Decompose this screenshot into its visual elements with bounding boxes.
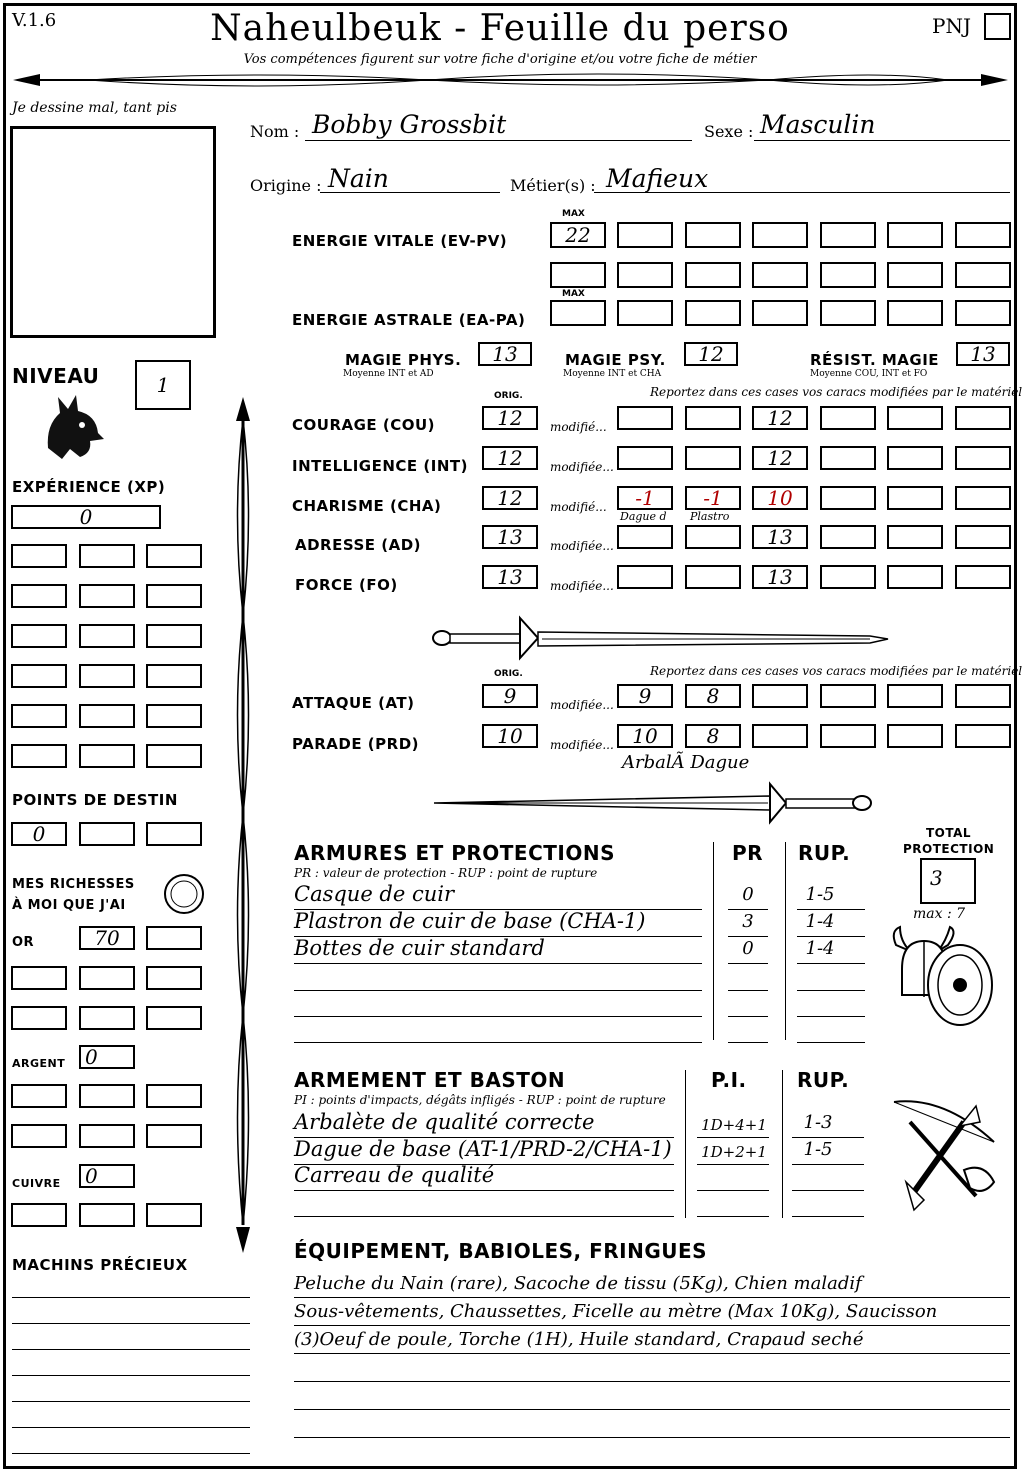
ev-box[interactable] xyxy=(820,262,876,288)
cha-mod-box[interactable] xyxy=(887,486,943,510)
spear-divider-icon xyxy=(8,68,1013,98)
magie-psy-label: MAGIE PSY. xyxy=(565,351,666,369)
ad-mod-label: modifiée... xyxy=(550,539,614,553)
magie-psy-sub: Moyenne INT et CHA xyxy=(563,369,662,379)
ev-max-label: MAX xyxy=(562,209,585,219)
ad-mod-box[interactable] xyxy=(887,525,943,549)
or-box[interactable] xyxy=(146,926,202,950)
arme-item-name[interactable]: Dague de base (AT-1/PRD-2/CHA-1) xyxy=(294,1137,672,1161)
ad-orig-box[interactable]: 13 xyxy=(482,525,538,549)
cou-mod-box[interactable] xyxy=(617,406,673,430)
armure-item-name[interactable]: Bottes de cuir standard xyxy=(294,936,545,960)
origine-label: Origine : xyxy=(250,176,322,195)
armure-item-rup[interactable]: 1-4 xyxy=(805,938,835,959)
argent-box[interactable] xyxy=(11,1084,67,1108)
rup-col-label: RUP. xyxy=(798,841,851,865)
xp-cell[interactable] xyxy=(146,584,202,608)
ev-label: ENERGIE VITALE (EV-PV) xyxy=(292,232,508,250)
cou-mod-box[interactable] xyxy=(820,406,876,430)
destin-box[interactable]: 0 xyxy=(11,822,67,846)
ad-mod-box[interactable] xyxy=(955,525,1011,549)
prd-orig-box[interactable]: 10 xyxy=(482,724,538,748)
cha-mod-box[interactable]: 10 xyxy=(752,486,808,510)
argent-box[interactable] xyxy=(79,1084,135,1108)
ev-max-box[interactable]: 22 xyxy=(550,222,606,248)
fo-mod-label: modifiée... xyxy=(550,579,614,593)
cha-note-plastro: Plastro xyxy=(690,510,730,523)
fo-mod-box[interactable] xyxy=(617,565,673,589)
cou-mod-label: modifié... xyxy=(550,420,607,434)
fo-orig-box[interactable]: 13 xyxy=(482,565,538,589)
ad-label: ADRESSE (AD) xyxy=(295,536,422,554)
argent-box[interactable]: 0 xyxy=(79,1045,135,1069)
cuivre-box[interactable]: 0 xyxy=(79,1164,135,1188)
arme-item-pi[interactable]: 1D+4+1 xyxy=(701,1116,767,1134)
ev-box[interactable] xyxy=(955,222,1011,248)
xp-cell[interactable] xyxy=(11,544,67,568)
ea-box[interactable] xyxy=(887,300,943,326)
ev-box[interactable] xyxy=(752,262,808,288)
machins-line[interactable] xyxy=(12,1453,250,1454)
fo-mod-box[interactable]: 13 xyxy=(752,565,808,589)
armure-item-name[interactable]: Casque de cuir xyxy=(294,882,455,906)
armure-item-name[interactable]: Plastron de cuir de base (CHA-1) xyxy=(294,909,646,933)
at-mod-box[interactable] xyxy=(955,684,1011,708)
combat-report-note: Reportez dans ces cases vos caracs modifiées par le matériel xyxy=(650,664,1023,678)
xp-cell[interactable] xyxy=(79,704,135,728)
xp-cell[interactable] xyxy=(146,624,202,648)
armement-title: ARMEMENT ET BASTON xyxy=(294,1068,566,1092)
arme-empty-line[interactable] xyxy=(294,1216,674,1217)
sword-icon xyxy=(430,612,890,662)
machins-line[interactable] xyxy=(12,1323,250,1324)
or-box[interactable] xyxy=(146,1006,202,1030)
cha-mod-box[interactable]: -1 xyxy=(685,486,741,510)
prd-mod-box[interactable]: 8 xyxy=(685,724,741,748)
version-label: V.1.6 xyxy=(12,10,57,31)
machins-line[interactable] xyxy=(12,1401,250,1402)
cou-mod-box[interactable] xyxy=(955,406,1011,430)
ev-box[interactable] xyxy=(617,222,673,248)
equipement-empty-line[interactable] xyxy=(294,1381,1010,1382)
cha-mod-box[interactable] xyxy=(955,486,1011,510)
armure-item-rup[interactable]: 1-5 xyxy=(805,884,835,905)
at-mod-box[interactable] xyxy=(752,684,808,708)
argent-box[interactable] xyxy=(11,1124,67,1148)
ea-box[interactable] xyxy=(617,300,673,326)
fo-mod-box[interactable] xyxy=(685,565,741,589)
cha-mod-box[interactable] xyxy=(820,486,876,510)
xp-cell[interactable] xyxy=(79,664,135,688)
pnj-checkbox[interactable] xyxy=(984,13,1011,40)
metier-label: Métier(s) : xyxy=(510,176,596,195)
armure-item-pr[interactable]: 3 xyxy=(742,911,754,932)
coin-icon xyxy=(162,872,206,916)
xp-box[interactable]: 0 xyxy=(11,505,161,529)
ea-max-label: MAX xyxy=(562,289,585,299)
destin-label: POINTS DE DESTIN xyxy=(12,791,178,809)
portrait-caption: Je dessine mal, tant pis xyxy=(12,100,177,116)
at-mod-box[interactable] xyxy=(820,684,876,708)
nom-field[interactable]: Bobby Grossbit xyxy=(312,110,507,139)
combat-orig-label: ORIG. xyxy=(494,669,523,679)
or-box[interactable] xyxy=(11,1006,67,1030)
cuivre-box[interactable] xyxy=(11,1203,67,1227)
armure-item-pr[interactable]: 0 xyxy=(742,938,754,959)
at-mod-box[interactable]: 8 xyxy=(685,684,741,708)
argent-box[interactable] xyxy=(146,1124,202,1148)
cha-note-dague: Dague d xyxy=(620,510,667,523)
cou-mod-box[interactable]: 12 xyxy=(752,406,808,430)
prd-mod-box[interactable] xyxy=(820,724,876,748)
ea-label: ENERGIE ASTRALE (EA-PA) xyxy=(292,311,526,329)
argent-box[interactable] xyxy=(79,1124,135,1148)
xp-label: EXPÉRIENCE (XP) xyxy=(12,478,166,496)
ev-box[interactable] xyxy=(550,262,606,288)
niveau-label: NIVEAU xyxy=(12,364,100,388)
magie-phys-box[interactable]: 13 xyxy=(478,342,532,366)
destin-box[interactable] xyxy=(146,822,202,846)
xp-cell[interactable] xyxy=(11,704,67,728)
cha-orig-box[interactable]: 12 xyxy=(482,486,538,510)
xp-cell[interactable] xyxy=(11,664,67,688)
or-box[interactable]: 70 xyxy=(79,926,135,950)
staff-divider-icon xyxy=(228,395,258,1255)
equipement-line[interactable]: Sous-vêtements, Chaussettes, Ficelle au mètre (Max 10Kg), Saucisson xyxy=(294,1301,938,1322)
total-label-2: PROTECTION xyxy=(903,842,995,856)
int-mod-box[interactable] xyxy=(820,446,876,470)
combat-note: ArbalÃ Dague xyxy=(622,752,750,773)
ev-box[interactable] xyxy=(887,222,943,248)
ev-box[interactable] xyxy=(752,222,808,248)
xp-cell[interactable] xyxy=(11,584,67,608)
metier-field[interactable]: Mafieux xyxy=(606,164,709,193)
magie-psy-box[interactable]: 12 xyxy=(684,342,738,366)
argent-box[interactable] xyxy=(146,1084,202,1108)
magie-phys-sub: Moyenne INT et AD xyxy=(343,369,434,379)
nom-label: Nom : xyxy=(250,122,300,141)
xp-cell[interactable] xyxy=(146,744,202,768)
prd-mod-box[interactable] xyxy=(955,724,1011,748)
at-orig-box[interactable]: 9 xyxy=(482,684,538,708)
pr-col-label: PR xyxy=(732,841,764,865)
prd-mod-box[interactable]: 10 xyxy=(617,724,673,748)
weapons-icon xyxy=(884,1092,1004,1216)
int-mod-box[interactable] xyxy=(685,446,741,470)
richesses-label-2: À MOI QUE J'AI xyxy=(12,898,126,913)
machins-line[interactable] xyxy=(12,1297,250,1298)
arme-item-rup[interactable]: 1-5 xyxy=(803,1139,833,1160)
cha-mod-box[interactable]: -1 xyxy=(617,486,673,510)
xp-cell[interactable] xyxy=(79,544,135,568)
int-mod-box[interactable] xyxy=(955,446,1011,470)
at-mod-box[interactable]: 9 xyxy=(617,684,673,708)
sexe-field[interactable]: Masculin xyxy=(760,110,876,139)
portrait-box[interactable] xyxy=(10,126,216,338)
arme-item-pi[interactable]: 1D+2+1 xyxy=(701,1143,767,1161)
or-box[interactable] xyxy=(146,966,202,990)
machins-line[interactable] xyxy=(12,1375,250,1376)
caracs-report-note: Reportez dans ces cases vos caracs modifiées par le matériel xyxy=(650,385,1023,399)
fo-mod-box[interactable] xyxy=(955,565,1011,589)
pnj-label: PNJ xyxy=(932,14,971,38)
xp-cell[interactable] xyxy=(79,624,135,648)
cha-label: CHARISME (CHA) xyxy=(292,497,442,515)
or-box[interactable] xyxy=(11,966,67,990)
armures-sub: PR : valeur de protection - RUP : point de rupture xyxy=(294,866,598,880)
sexe-label: Sexe : xyxy=(704,122,754,141)
niveau-box[interactable]: 1 xyxy=(135,360,191,410)
arme-item-name[interactable]: Carreau de qualité xyxy=(294,1163,495,1187)
ad-mod-box[interactable]: 13 xyxy=(752,525,808,549)
or-box[interactable] xyxy=(79,1006,135,1030)
armure-empty-line[interactable] xyxy=(294,1016,702,1017)
at-label: ATTAQUE (AT) xyxy=(292,694,415,712)
total-label: TOTAL xyxy=(926,826,972,840)
equipement-line[interactable]: (3)Oeuf de poule, Torche (1H), Huile standard, Crapaud seché xyxy=(294,1329,864,1350)
richesses-label: MES RICHESSES xyxy=(12,877,135,892)
cuivre-box[interactable] xyxy=(146,1203,202,1227)
ea-box[interactable] xyxy=(685,300,741,326)
cou-mod-box[interactable] xyxy=(887,406,943,430)
page-subtitle: Vos compétences figurent sur votre fiche d'origine et/ou votre fiche de métier xyxy=(243,52,757,67)
ad-mod-box[interactable] xyxy=(685,525,741,549)
arme-item-rup[interactable]: 1-3 xyxy=(803,1112,833,1133)
cou-mod-box[interactable] xyxy=(685,406,741,430)
helmet-shield-icon xyxy=(888,925,1000,1035)
machins-line[interactable] xyxy=(12,1427,250,1428)
ev-box[interactable] xyxy=(820,222,876,248)
page-title: Naheulbeuk - Feuille du perso xyxy=(210,8,790,49)
argent-label: ARGENT xyxy=(12,1057,66,1070)
fo-mod-box[interactable] xyxy=(887,565,943,589)
prd-mod-label: modifiée... xyxy=(550,738,614,752)
resist-magie-box[interactable]: 13 xyxy=(956,342,1010,366)
cuivre-label: CUIVRE xyxy=(12,1177,61,1190)
ad-mod-box[interactable] xyxy=(820,525,876,549)
pi-col-label: P.I. xyxy=(711,1068,747,1092)
int-orig-box[interactable]: 12 xyxy=(482,446,538,470)
xp-cell[interactable] xyxy=(79,584,135,608)
xp-cell[interactable] xyxy=(146,704,202,728)
xp-cell[interactable] xyxy=(146,544,202,568)
caracs-orig-label: ORIG. xyxy=(494,391,523,401)
armure-empty-line[interactable] xyxy=(294,990,702,991)
sword-icon xyxy=(430,778,875,828)
ev-box[interactable] xyxy=(617,262,673,288)
fo-label: FORCE (FO) xyxy=(295,576,398,594)
ad-mod-box[interactable] xyxy=(617,525,673,549)
int-mod-box[interactable] xyxy=(887,446,943,470)
cou-label: COURAGE (COU) xyxy=(292,416,436,434)
armure-item-rup[interactable]: 1-4 xyxy=(805,911,835,932)
xp-cell[interactable] xyxy=(11,624,67,648)
int-mod-box[interactable]: 12 xyxy=(752,446,808,470)
rup-col-label-2: RUP. xyxy=(797,1068,850,1092)
destin-box[interactable] xyxy=(79,822,135,846)
total-protection-box[interactable]: 3 xyxy=(920,858,976,904)
at-mod-label: modifiée... xyxy=(550,698,614,712)
ea-box[interactable] xyxy=(752,300,808,326)
prd-mod-box[interactable] xyxy=(887,724,943,748)
or-box[interactable] xyxy=(79,966,135,990)
resist-magie-label: RÉSIST. MAGIE xyxy=(810,351,940,369)
machins-label: MACHINS PRÉCIEUX xyxy=(12,1256,188,1274)
armement-sub: PI : points d'impacts, dégâts infligés - RUP : point de rupture xyxy=(294,1093,666,1107)
cou-orig-box[interactable]: 12 xyxy=(482,406,538,430)
machins-line[interactable] xyxy=(12,1349,250,1350)
origine-field[interactable]: Nain xyxy=(328,164,389,193)
prd-label: PARADE (PRD) xyxy=(292,735,420,753)
ea-box[interactable] xyxy=(955,300,1011,326)
ev-box[interactable] xyxy=(685,222,741,248)
equipement-line[interactable]: Peluche du Nain (rare), Sacoche de tissu (5Kg), Chien maladif xyxy=(294,1273,862,1294)
armure-item-pr[interactable]: 0 xyxy=(742,884,754,905)
fo-mod-box[interactable] xyxy=(820,565,876,589)
int-label: INTELLIGENCE (INT) xyxy=(292,457,468,475)
max-protection: max : 7 xyxy=(913,906,966,922)
xp-cell[interactable] xyxy=(11,744,67,768)
ev-box[interactable] xyxy=(955,262,1011,288)
int-mod-label: modifiée... xyxy=(550,460,614,474)
armures-title: ARMURES ET PROTECTIONS xyxy=(294,841,615,865)
equipement-empty-line[interactable] xyxy=(294,1409,1010,1410)
xp-cell[interactable] xyxy=(146,664,202,688)
ea-max-box[interactable] xyxy=(550,300,606,326)
resist-magie-sub: Moyenne COU, INT et FO xyxy=(810,369,928,379)
int-mod-box[interactable] xyxy=(617,446,673,470)
at-mod-box[interactable] xyxy=(887,684,943,708)
arme-item-name[interactable]: Arbalète de qualité correcte xyxy=(294,1110,595,1134)
equipement-title: ÉQUIPEMENT, BABIOLES, FRINGUES xyxy=(294,1239,708,1263)
cha-mod-label: modifié... xyxy=(550,500,607,514)
prd-mod-box[interactable] xyxy=(752,724,808,748)
magie-phys-label: MAGIE PHYS. xyxy=(345,351,462,369)
equipement-empty-line[interactable] xyxy=(294,1437,1010,1438)
or-label: OR xyxy=(12,935,35,950)
cuivre-box[interactable] xyxy=(79,1203,135,1227)
ev-box[interactable] xyxy=(887,262,943,288)
xp-cell[interactable] xyxy=(79,744,135,768)
ea-box[interactable] xyxy=(820,300,876,326)
armure-empty-line[interactable] xyxy=(294,1042,702,1043)
dragon-icon xyxy=(40,393,106,463)
ev-box[interactable] xyxy=(685,262,741,288)
